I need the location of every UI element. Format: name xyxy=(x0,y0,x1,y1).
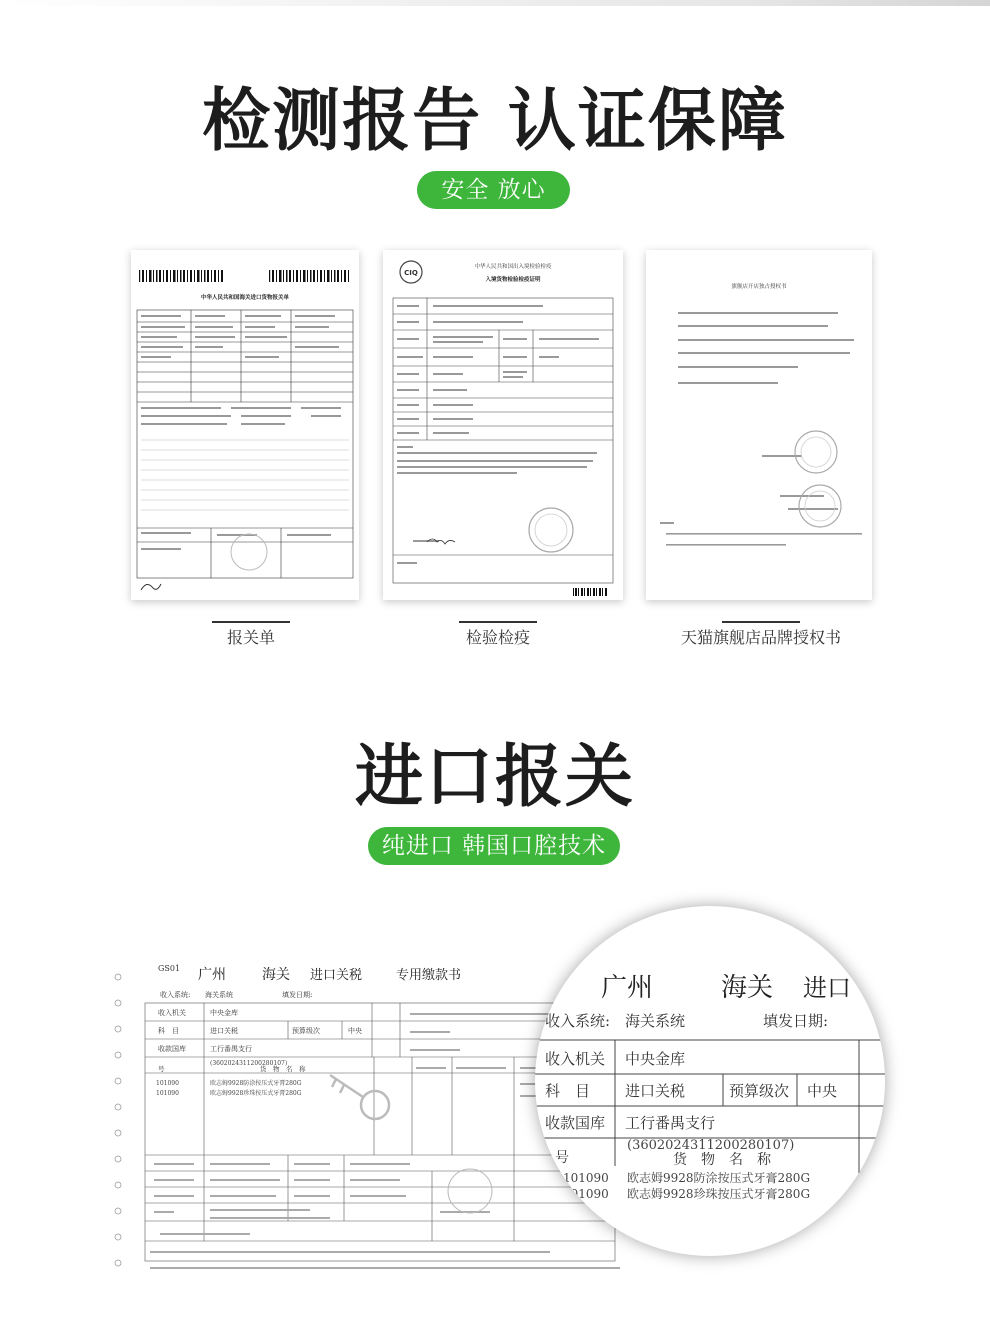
barcode-right xyxy=(269,270,349,282)
receipt-date-label: 填发日期: xyxy=(282,991,313,999)
zoom-city: 广州 xyxy=(601,973,654,1003)
zoom-row2-label: 科 目 xyxy=(545,1082,591,1100)
zoom-item1-name: 欧志姆9928防涂按压式牙膏280G xyxy=(627,1171,811,1185)
receipt-title: 进口关税 xyxy=(310,968,363,983)
doc3-header: 旗舰店开店独占授权书 xyxy=(731,284,787,290)
caption-rule-3 xyxy=(722,621,800,623)
badge-safe: 安全 放心 xyxy=(417,171,570,209)
receipt-title2: 专用缴款书 xyxy=(396,968,462,983)
receipt-row2-label: 科 目 xyxy=(158,1027,179,1035)
zoom-row1-label: 收入机关 xyxy=(545,1050,606,1068)
inspection-certificate-document xyxy=(383,250,623,600)
zoom-row2-extra-label: 预算级次 xyxy=(729,1082,790,1100)
receipt-item-no: 号 xyxy=(158,1065,165,1073)
barcode-left xyxy=(139,270,223,282)
section-title-import: 进口报关 xyxy=(354,738,635,817)
zoom-title-part: 进口 xyxy=(803,974,851,1002)
zoom-item1-code: 101090 xyxy=(563,1171,609,1185)
zoom-goods-header: 货 物 名 称 xyxy=(673,1152,771,1168)
receipt-watermark-key xyxy=(330,1075,389,1119)
zoom-system-value: 海关系统 xyxy=(625,1012,686,1030)
customs-declaration-document xyxy=(131,250,359,600)
zoom-row3-value: 工行番禺支行 xyxy=(625,1114,716,1132)
receipt-magnifier xyxy=(535,906,885,1256)
doc2-header: 中华人民共和国出入境检验检疫 xyxy=(474,264,552,270)
receipt-punch-holes xyxy=(115,974,121,1266)
zoom-row1-value: 中央金库 xyxy=(625,1050,686,1068)
zoom-row3-label: 收款国库 xyxy=(545,1114,606,1132)
caption-inspection: 检验检疫 xyxy=(465,628,530,647)
receipt-code: GS01 xyxy=(158,964,181,973)
zoom-code-line: (3602024311200280107) xyxy=(627,1138,795,1153)
zoom-office: 海关 xyxy=(721,973,774,1003)
receipt-row3-value: 工行番禺支行 xyxy=(210,1045,252,1053)
caption-rule-2 xyxy=(459,621,537,623)
receipt-city: 广州 xyxy=(198,967,226,983)
receipt-item1-code: 101090 xyxy=(156,1080,179,1087)
brand-authorization-document xyxy=(646,250,872,600)
zoom-item-no: 号 xyxy=(555,1150,569,1166)
section-title-reports: 检测报告 认证保障 xyxy=(202,82,788,161)
zoom-date-label: 填发日期: xyxy=(763,1012,829,1030)
zoom-item2-code: 101090 xyxy=(563,1187,609,1201)
receipt-row3-label: 收款国库 xyxy=(158,1045,186,1053)
receipt-system-value: 海关系统 xyxy=(205,991,233,999)
zoom-item2-name: 欧志姆9928珍珠按压式牙膏280G xyxy=(627,1187,811,1201)
receipt-row2-value: 进口关税 xyxy=(210,1027,238,1035)
zoom-system-label: 收入系统: xyxy=(545,1012,611,1030)
receipt-row1-value: 中央金库 xyxy=(210,1009,238,1017)
caption-customs-declaration: 报关单 xyxy=(226,628,275,647)
zoom-row2-extra-value: 中央 xyxy=(807,1082,838,1100)
receipt-row2-extra-label: 预算级次 xyxy=(292,1027,320,1035)
doc1-header: 中华人民共和国海关进口货物报关单 xyxy=(200,295,290,301)
receipt-office: 海关 xyxy=(262,967,290,983)
receipt-goods-header: 货 物 名 称 xyxy=(260,1065,306,1073)
receipt-item2-code: 101090 xyxy=(156,1090,179,1097)
receipt-row1-label: 收入机关 xyxy=(158,1009,186,1017)
svg-text:CIQ: CIQ xyxy=(404,269,418,277)
badge-import-korea: 纯进口 韩国口腔技术 xyxy=(368,827,620,865)
caption-brand-authorization: 天猫旗舰店品牌授权书 xyxy=(680,628,841,647)
receipt-system-label: 收入系统: xyxy=(160,991,191,999)
receipt-row2-extra-value: 中央 xyxy=(348,1027,362,1035)
zoom-row2-value: 进口关税 xyxy=(625,1082,686,1100)
doc2-subheader: 入境货物检验检疫证明 xyxy=(485,277,541,283)
receipt-item1-name: 欧志姆9928防涂按压式牙膏280G xyxy=(210,1080,302,1087)
caption-rule-1 xyxy=(212,621,290,623)
receipt-item2-name: 欧志姆9928珍珠按压式牙膏280G xyxy=(210,1090,302,1097)
receipt-code-line: (3602024311200280107) xyxy=(210,1060,288,1067)
top-gradient-strip xyxy=(0,0,990,6)
